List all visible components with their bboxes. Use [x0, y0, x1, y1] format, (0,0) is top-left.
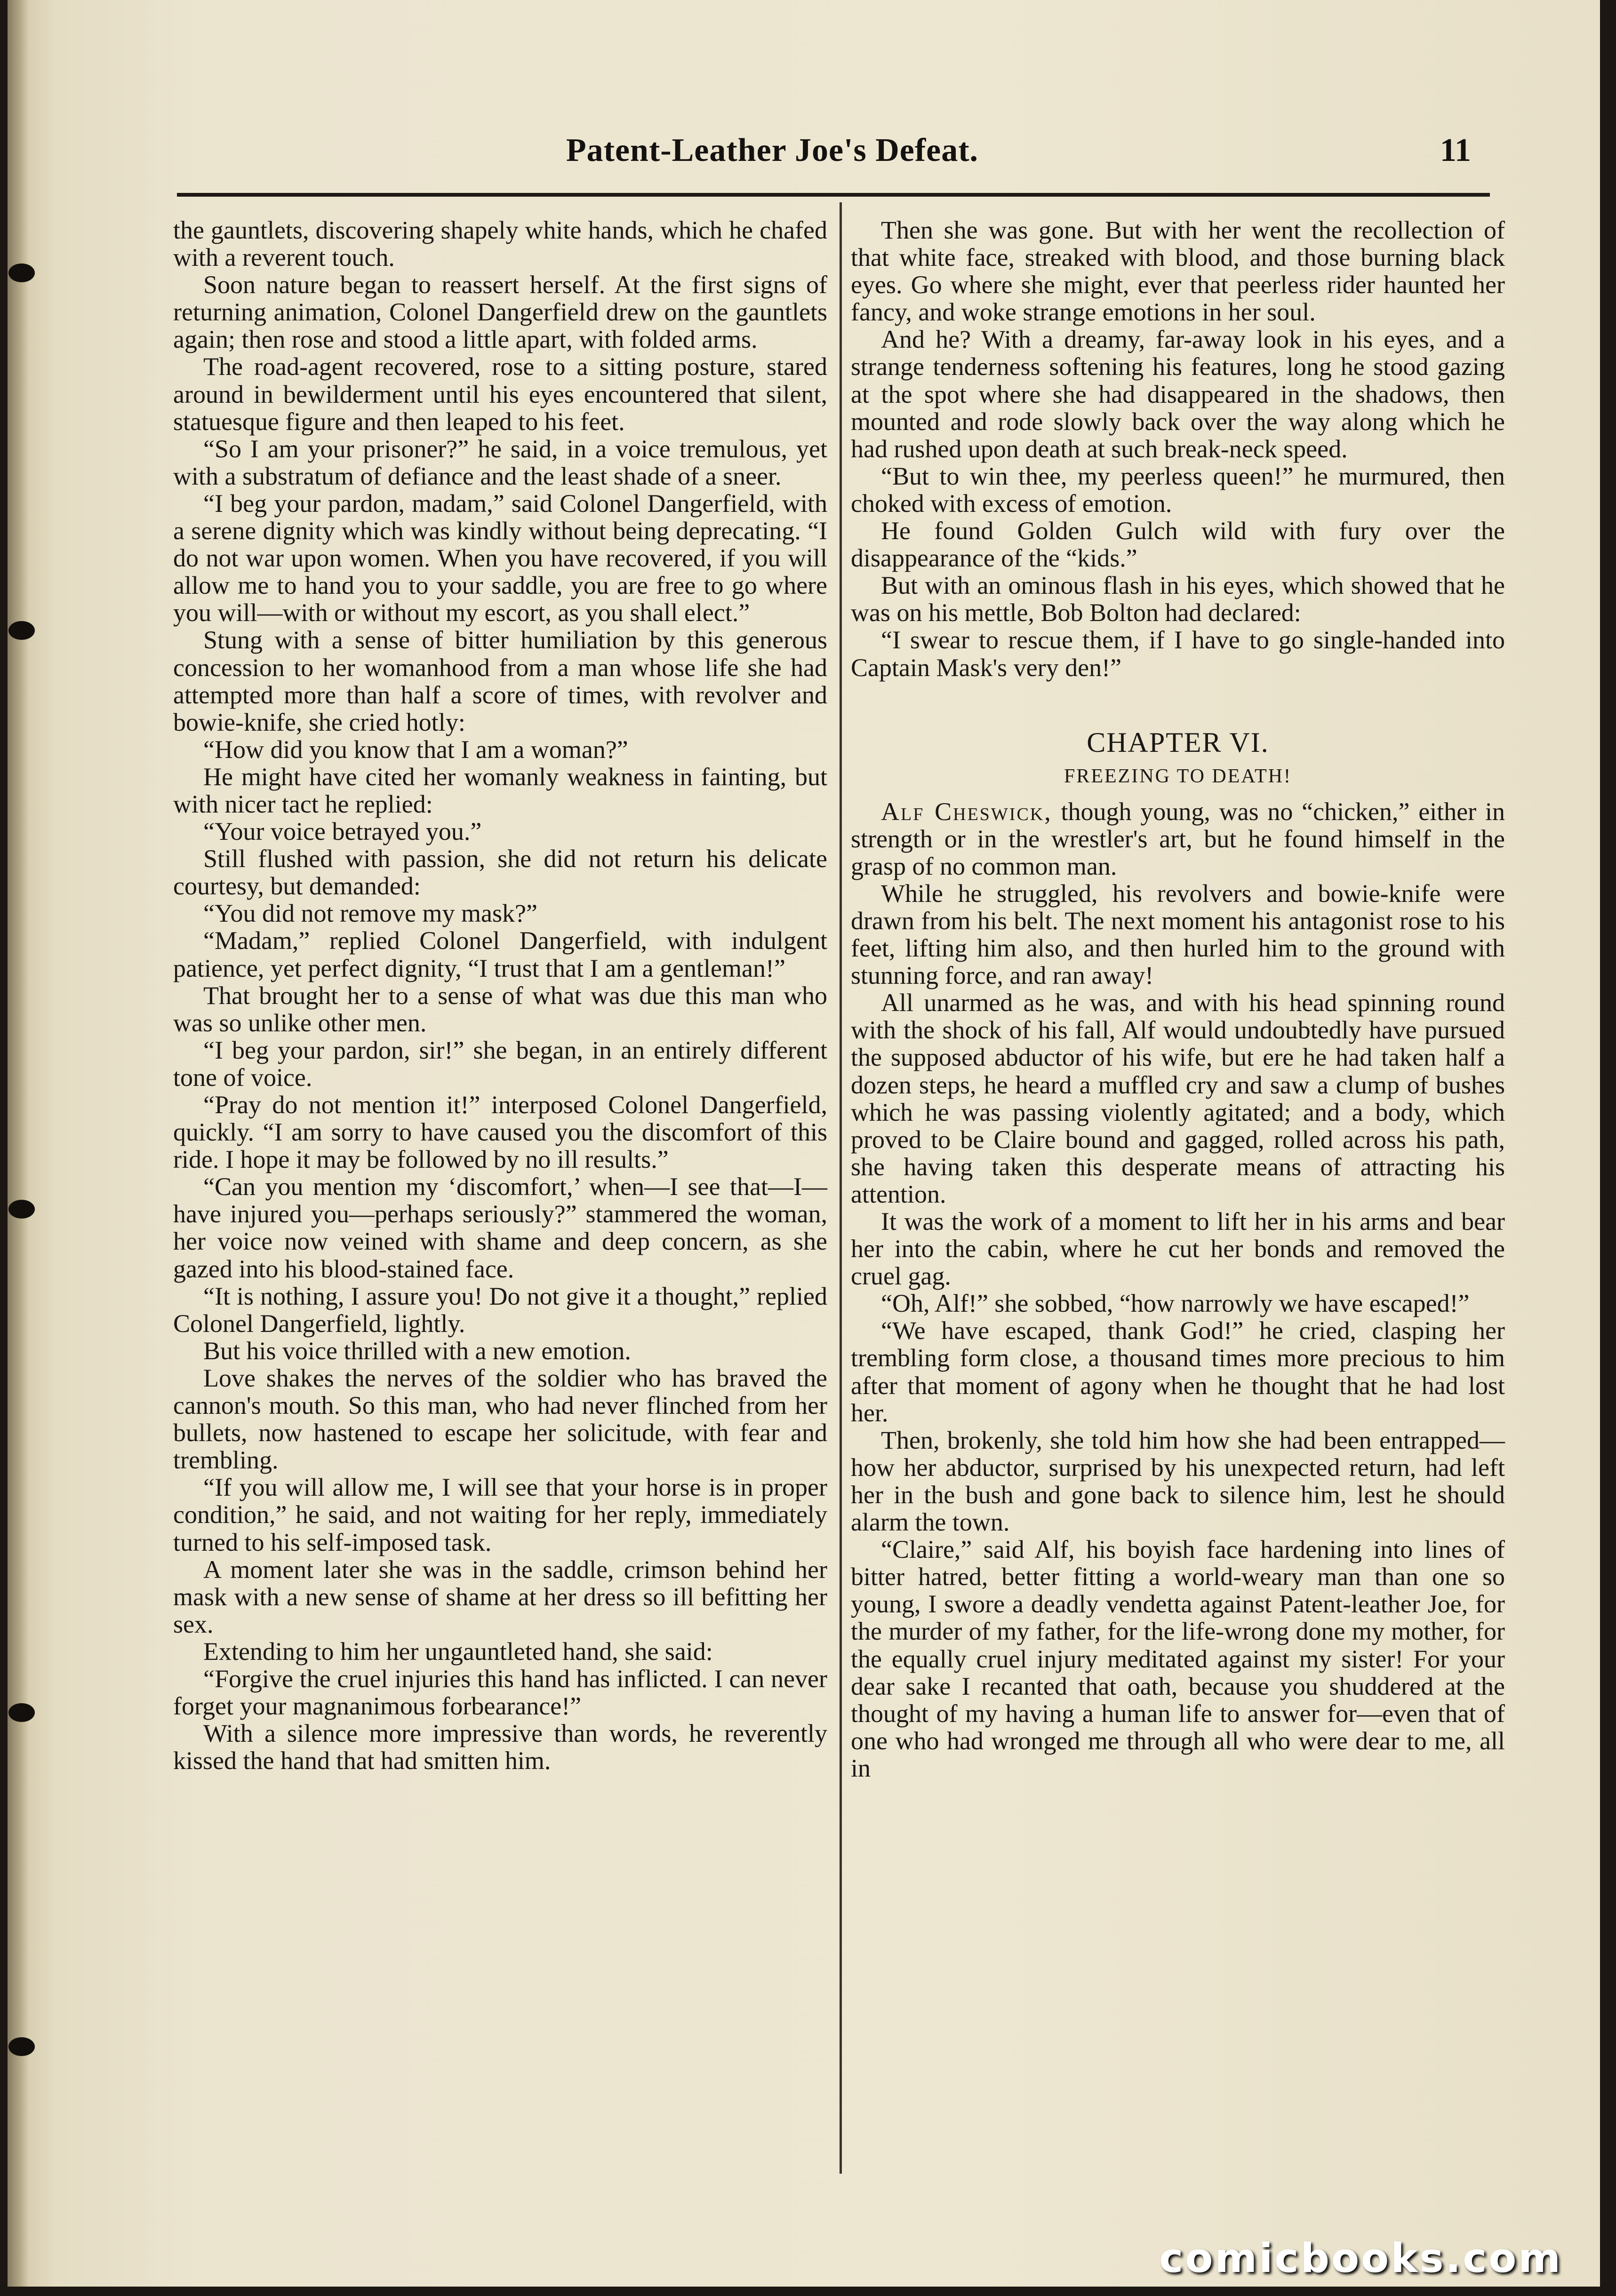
chapter-subtitle: FREEZING TO DEATH! — [1064, 765, 1292, 787]
binding-hole — [8, 621, 35, 640]
binding-hole — [8, 1200, 35, 1219]
binding-hole — [8, 1703, 35, 1722]
page-header — [177, 118, 1490, 197]
paragraph: “But to win thee, my peerless queen!” he murmured, then choked with excess of emotion. — [851, 462, 1505, 518]
chapter-lead-in: Alf Cheswick, — [881, 797, 1052, 826]
binding-gutter — [8, 0, 28, 2287]
paragraph: That brought her to a sense of what was due this man who was so unlike other men. — [173, 981, 827, 1037]
book-page — [8, 0, 1600, 2287]
right-column-paragraphs-before — [851, 216, 1505, 681]
paragraph: the gauntlets, discovering shapely white hands, which he chafed with a reverent touch. — [173, 216, 827, 272]
paragraph: While he struggled, his revolvers and bowie-knife were drawn from his belt. The next moment his antagonist rose to his feet, lifting him also, and then hurled him to the ground with stunning force, and ran away! — [851, 879, 1505, 990]
paragraph: With a silence more impressive than words, he reverently kissed the hand that had smitten him. — [173, 1719, 827, 1775]
paragraph: Then she was gone. But with her went the recollection of that white face, streaked with blood, and those burning black eyes. Go where she might, ever that peerless rider haunted her fancy, and woke strange emotions in her soul. — [851, 216, 1505, 327]
paragraph: “Madam,” replied Colonel Dangerfield, with indulgent patience, yet perfect dignity, “I trust that I am a gentleman!” — [173, 926, 827, 982]
paragraph: “I swear to rescue them, if I have to go single-handed into Captain Mask's very den!” — [851, 626, 1505, 682]
paragraph: Then, brokenly, she told him how she had been entrapped—how her abductor, surprised by his unexpected return, had left her in the bush and gone back to silence him, lest he should alarm the town. — [851, 1426, 1505, 1537]
paragraph: “You did not remove my mask?” — [203, 899, 537, 928]
paragraph: Soon nature began to reassert herself. At the first signs of returning animation, Colonel Dangerfield drew on the gauntlets again; then rose and stood a little apart, with folded arms. — [173, 271, 827, 354]
page-number: 11 — [1440, 132, 1471, 168]
paragraph: “We have escaped, thank God!” he cried, clasping her trembling form close, a thousand times more precious to him after that moment of agony when he thought that he had lost her. — [851, 1316, 1505, 1427]
paragraph: Still flushed with passion, she did not return his delicate courtesy, but demanded: — [173, 845, 827, 901]
paragraph: “Can you mention my ‘discomfort,’ when—I see that—I—have injured you—perhaps seriously?” stammered the woman, her voice now veined with shame and deep concern, as she gazed into his blood-stained face. — [173, 1172, 827, 1283]
paragraph: “If you will allow me, I will see that your horse is in proper condition,” he said, and not waiting for her reply, immediately turned to his self-imposed task. — [173, 1473, 827, 1556]
paragraph: Extending to him her ungauntleted hand, she said: — [203, 1637, 713, 1666]
binding-hole — [8, 2037, 35, 2056]
paragraph: “It is nothing, I assure you! Do not give it a thought,” replied Colonel Dangerfield, lightly. — [173, 1282, 827, 1338]
paragraph: Stung with a sense of bitter humiliation by this generous concession to her womanhood from a man whose life she had attempted more than half a score of times, with revolver and bowie-knife, she cried hotly: — [173, 626, 827, 736]
watermark: comicbooks.com — [1159, 2235, 1562, 2282]
left-column — [173, 216, 827, 1774]
paragraph: “Your voice betrayed you.” — [203, 817, 482, 846]
running-title: Patent-Leather Joe's Defeat. — [566, 132, 979, 168]
binding-hole — [8, 263, 35, 282]
paragraph: “Claire,” said Alf, his boyish face hardening into lines of bitter hatred, better fitting a world-weary man than one so young, I swore a deadly vendetta against Patent-leather Joe, for the murder of my father, for the life-wrong done my mother, for the equally cruel injury meditated against my sister! For your dear sake I recanted that oath, because you shuddered at the thought of my having a human life to answer for—even that of one who had wronged me through all who were dear to me, all in — [851, 1535, 1505, 1782]
right-column — [851, 216, 1505, 1782]
paragraph: He found Golden Gulch wild with fury over the disappearance of the “kids.” — [851, 517, 1505, 573]
paragraph: “Forgive the cruel injuries this hand has inflicted. I can never forget your magnanimous forbearance!” — [173, 1664, 827, 1721]
right-column-paragraphs-after — [851, 880, 1505, 1782]
first-paragraph-text: though young, was no “chicken,” either in strength or in the wrestler's art, but he found himself in the grasp of no common man. — [851, 797, 1505, 880]
paragraph: But his voice thrilled with a new emotion. — [203, 1336, 631, 1365]
paragraph: “I beg your pardon, sir!” she began, in an entirely different tone of voice. — [173, 1036, 827, 1092]
paragraph: And he? With a dreamy, far-away look in his eyes, and a strange tenderness softening his features, long he stood gazing at the spot where she had disappeared in the shadows, then mounted and rode slowly back over the way along which he had rushed upon death at such break-neck speed. — [851, 325, 1505, 463]
paragraph: All unarmed as he was, and with his head spinning round with the shock of his fall, Alf would undoubtedly have pursued the supposed abductor of his wife, but ere he had taken half a dozen steps, he heard a muffled cry and saw a clump of bushes which he was passing violently agitated; and a body, which proved to be Claire bound and gagged, rolled across his path, she having taken this desperate means of attracting his attention. — [851, 989, 1505, 1208]
paragraph: “I beg your pardon, madam,” said Colonel Dangerfield, with a serene dignity which was kindly without being deprecating. “I do not war upon women. When you have recovered, if you will allow me to hand you to your saddle, you are free to go where you will—with or without my escort, as you shall elect.” — [173, 489, 827, 627]
chapter-title: CHAPTER VI. — [1087, 726, 1269, 758]
chapter-first-paragraph — [851, 798, 1505, 880]
paragraph: The road-agent recovered, rose to a sitting posture, stared around in bewilderment until his eyes encountered that silent, statuesque figure and then leaped to his feet. — [173, 352, 827, 436]
paragraph: He might have cited her womanly weakness in fainting, but with nicer tact he replied: — [173, 762, 827, 818]
paragraph: “Pray do not mention it!” interposed Colonel Dangerfield, quickly. “I am sorry to have caused you the discomfort of this ride. I hope it may be followed by no ill results.” — [173, 1091, 827, 1174]
paragraph: Love shakes the nerves of the soldier who has braved the cannon's mouth. So this man, who had never flinched from her bullets, now hastened to escape her solicitude, with fear and trembling. — [173, 1363, 827, 1475]
paragraph: “How did you know that I am a woman?” — [203, 735, 628, 764]
paragraph: But with an ominous flash in his eyes, which showed that he was on his mettle, Bob Bolton had declared: — [851, 571, 1505, 627]
column-divider — [840, 202, 842, 2174]
paragraph: A moment later she was in the saddle, crimson behind her mask with a new sense of shame at her dress so ill befitting her sex. — [173, 1555, 827, 1638]
paragraph: “So I am your prisoner?” he said, in a voice tremulous, yet with a substratum of defiance and the least shade of a sneer. — [173, 434, 827, 490]
paragraph: “Oh, Alf!” she sobbed, “how narrowly we have escaped!” — [881, 1289, 1470, 1318]
paragraph: It was the work of a moment to lift her in his arms and bear her into the cabin, where he cut her bonds and removed the cruel gag. — [851, 1207, 1505, 1291]
